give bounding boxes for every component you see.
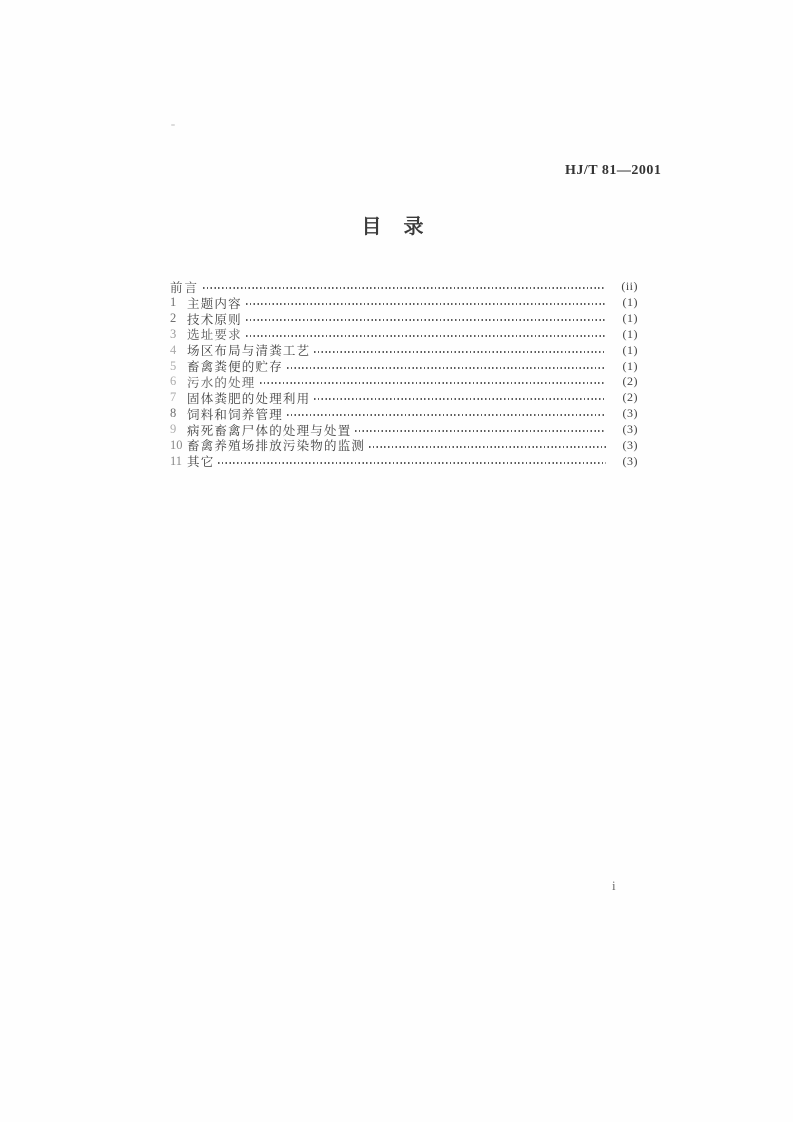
toc-entry-number: 6: [170, 374, 177, 389]
toc-entry-number: 11: [170, 453, 183, 468]
toc-entry: [170, 406, 638, 422]
dotted-leader: [314, 398, 606, 400]
page-number: i: [612, 878, 616, 893]
dotted-leader: [246, 319, 606, 321]
standard-code: HJ/T 81—2001: [565, 163, 662, 178]
dotted-leader: [287, 367, 606, 369]
toc-entry-label: 固体粪肥的处理利用: [187, 391, 311, 406]
toc-entry-label: 饲料和饲养管理: [187, 407, 283, 422]
toc-entry-page: (1): [622, 342, 638, 357]
toc-entry: [170, 390, 638, 406]
dotted-leader: [246, 303, 606, 305]
dotted-leader: [314, 351, 606, 353]
toc-entry-number: 7: [170, 390, 177, 405]
toc-entry-number: 10: [170, 437, 183, 452]
toc-entry-number: 1: [170, 295, 177, 310]
table-of-contents: [170, 279, 638, 469]
toc-entry-number: 8: [170, 406, 177, 421]
toc-entry-number: 3: [170, 326, 177, 341]
toc-entry-page: (ii): [621, 279, 638, 294]
page-title: 目 录: [361, 216, 425, 238]
toc-entry: [170, 374, 638, 390]
toc-entry-label: 场区布局与清粪工艺: [187, 344, 311, 359]
dotted-leader: [246, 335, 606, 337]
toc-entry-label: 选址要求: [187, 328, 242, 343]
toc-entry-label: 主题内容: [187, 296, 242, 311]
dotted-leader: [260, 382, 606, 384]
scan-artifact-speck: [171, 124, 175, 126]
toc-entry-page: (1): [622, 326, 638, 341]
toc-entry-number: 9: [170, 422, 177, 437]
toc-entry-page: (3): [622, 453, 638, 468]
toc-entry-page: (2): [622, 374, 638, 389]
toc-entry-page: (3): [622, 422, 638, 437]
toc-entry-page: (3): [622, 437, 638, 452]
dotted-leader: [287, 414, 606, 416]
toc-entry-number: 4: [170, 342, 177, 357]
dotted-leader: [369, 446, 606, 448]
toc-entry: [170, 358, 638, 374]
dotted-leader: [218, 462, 606, 464]
toc-entry-label: 前言: [170, 280, 200, 295]
toc-entry-number: 5: [170, 358, 177, 373]
toc-entry-label: 污水的处理: [187, 375, 256, 390]
toc-entry-page: (1): [622, 295, 638, 310]
toc-entry: [170, 295, 638, 311]
toc-entry-number: 2: [170, 311, 177, 326]
toc-entry: [170, 342, 638, 358]
toc-entry-label: 畜禽粪便的贮存: [187, 360, 283, 375]
toc-entry-label: 病死畜禽尸体的处理与处置: [187, 423, 352, 438]
toc-entry: [170, 311, 638, 327]
dotted-leader: [203, 287, 606, 289]
toc-entry-page: (1): [622, 358, 638, 373]
toc-entry-page: (1): [622, 311, 638, 326]
dotted-leader: [355, 430, 606, 432]
toc-entry-page: (2): [622, 390, 638, 405]
toc-entry-page: (3): [622, 406, 638, 421]
toc-entry: [170, 453, 638, 469]
toc-entry: [170, 422, 638, 438]
toc-entry-label: 畜禽养殖场排放污染物的监测: [187, 439, 366, 454]
toc-entry: [170, 279, 638, 295]
toc-entry: [170, 327, 638, 343]
toc-entry-label: 其它: [187, 455, 215, 470]
toc-entry-label: 技术原则: [187, 312, 242, 327]
toc-entry: [170, 437, 638, 453]
